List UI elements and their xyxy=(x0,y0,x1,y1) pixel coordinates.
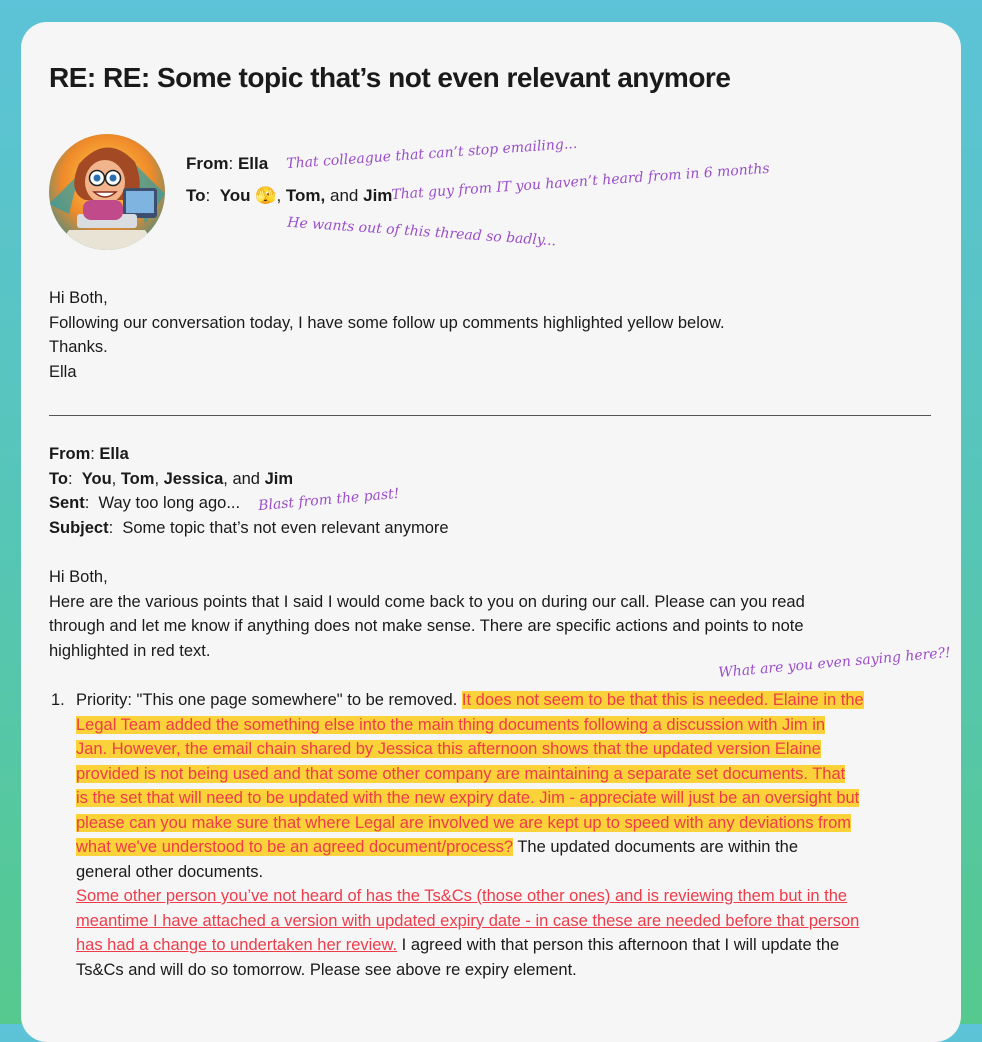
orig-from-name[interactable]: Ella xyxy=(99,445,129,463)
avatar-illustration xyxy=(49,134,165,250)
point-line xyxy=(76,737,946,762)
point-line xyxy=(76,884,946,909)
point-line xyxy=(76,786,946,811)
reply-line: Ella xyxy=(49,362,77,381)
highlighted-comment: Legal Team added the something else into the main thing documents following a discussion with Jim in xyxy=(76,715,826,734)
highlighted-comment: what we've understood to be an agreed document/process? xyxy=(76,838,514,856)
orig-recipient-tom[interactable]: Tom xyxy=(120,469,155,488)
point-line: Ts&Cs and will do so tomorrow. Please see above re expiry element. xyxy=(76,960,577,979)
recipient-tom[interactable]: Tom, xyxy=(285,186,326,205)
point-line xyxy=(76,713,946,738)
highlighted-comment: It does not seem to be that this is needed. Elaine in the xyxy=(461,691,864,709)
orig-from-line: From: Ella xyxy=(49,445,129,463)
intro-line: Hi Both, xyxy=(49,568,108,586)
and-text: and xyxy=(232,469,260,488)
point-line xyxy=(76,835,946,860)
red-action-text: meantime I have attached a version with updated expiry date - in case these are needed before that person xyxy=(76,911,860,930)
from-name[interactable]: Ella xyxy=(237,154,269,173)
email-subject-title: RE: RE: Some topic that’s not even relevant anymore xyxy=(49,62,731,93)
point-line xyxy=(76,688,946,713)
orig-sent-line: Sent: Way too long ago... xyxy=(49,494,241,512)
sent-label: Sent xyxy=(49,494,85,512)
point-line xyxy=(76,811,946,836)
to-line: To: You 🫣, Tom, and Jim xyxy=(186,186,393,205)
intro-line: through and let me know if anything does not make sense. There are specific actions and points to note xyxy=(49,617,804,635)
original-intro xyxy=(49,565,805,663)
to-label: To xyxy=(186,186,206,205)
subject-value: Some topic that’s not even relevant anymore xyxy=(122,518,449,537)
orig-subject-line: Subject: Some topic that’s not even relevant anymore xyxy=(49,518,449,537)
reply-line: Following our conversation today, I have some follow up comments highlighted yellow below. xyxy=(49,313,725,332)
annotation-you: He wants out of this thread so badly... xyxy=(286,214,557,250)
orig-recipient-jim[interactable]: Jim xyxy=(264,469,293,488)
orig-to-label: To xyxy=(49,469,68,488)
reply-line: Hi Both, xyxy=(49,289,108,307)
point-number: 1. xyxy=(51,691,65,709)
point-line xyxy=(76,933,946,958)
point-line xyxy=(76,762,946,787)
intro-line: highlighted in red text. xyxy=(49,641,211,660)
red-action-text: has had a change to undertaken her review. xyxy=(76,936,398,954)
red-action-text: Some other person you’ve not heard of has the Ts&Cs (those other ones) and is reviewing them but in the xyxy=(76,887,848,905)
from-line: From: Ella xyxy=(186,154,269,173)
highlighted-comment: provided is not being used and that some other company are maintaining a separate set documents. That xyxy=(76,764,846,783)
point-plain-text: I agreed with that person this afternoon that I will update the xyxy=(401,936,840,954)
recipient-you[interactable]: You xyxy=(219,186,251,205)
orig-recipient-jessica[interactable]: Jessica xyxy=(163,469,224,488)
point-1-text xyxy=(76,688,946,982)
point-plain-text: The updated documents are within the xyxy=(517,838,799,856)
annotation-from: That colleague that can’t stop emailing... xyxy=(285,135,578,173)
intro-line: Here are the various points that I said I would come back to you on during our call. Please can you read xyxy=(49,592,805,611)
orig-recipient-you[interactable]: You xyxy=(81,469,112,488)
email-card xyxy=(21,22,961,1042)
from-label: From xyxy=(186,154,229,173)
reply-body xyxy=(49,286,725,384)
reply-line: Thanks. xyxy=(49,338,108,356)
subject-label: Subject xyxy=(49,518,109,537)
annotation-sent: Blast from the past! xyxy=(257,485,400,515)
highlighted-comment: Jan. However, the email chain shared by Jessica this afternoon shows that the updated version Elaine xyxy=(76,740,821,758)
annotation-jim: That guy from IT you haven’t heard from in 6 months xyxy=(390,160,771,204)
annotation-point: What are you even saying here?! xyxy=(717,644,952,682)
recipient-jim[interactable]: Jim xyxy=(363,186,393,205)
orig-to-line: To: You, Tom, Jessica, and Jim xyxy=(49,469,293,488)
peeking-emoji: 🫣 xyxy=(255,186,277,205)
highlighted-comment: please can you make sure that where Legal are involved we are kept up to speed with any deviations from xyxy=(76,813,852,832)
sender-avatar xyxy=(49,134,165,250)
thread-divider xyxy=(49,415,931,416)
highlighted-comment: is the set that will need to be updated with the new expiry date. Jim - appreciate will just be an oversight but xyxy=(76,789,860,807)
and-text: and xyxy=(330,186,359,205)
orig-from-label: From xyxy=(49,445,91,463)
point-line: general other documents. xyxy=(76,862,264,881)
sent-value: Way too long ago... xyxy=(98,494,241,512)
point-priority: Priority: "This one page somewhere" to be removed. xyxy=(76,691,458,709)
point-line xyxy=(76,909,946,934)
